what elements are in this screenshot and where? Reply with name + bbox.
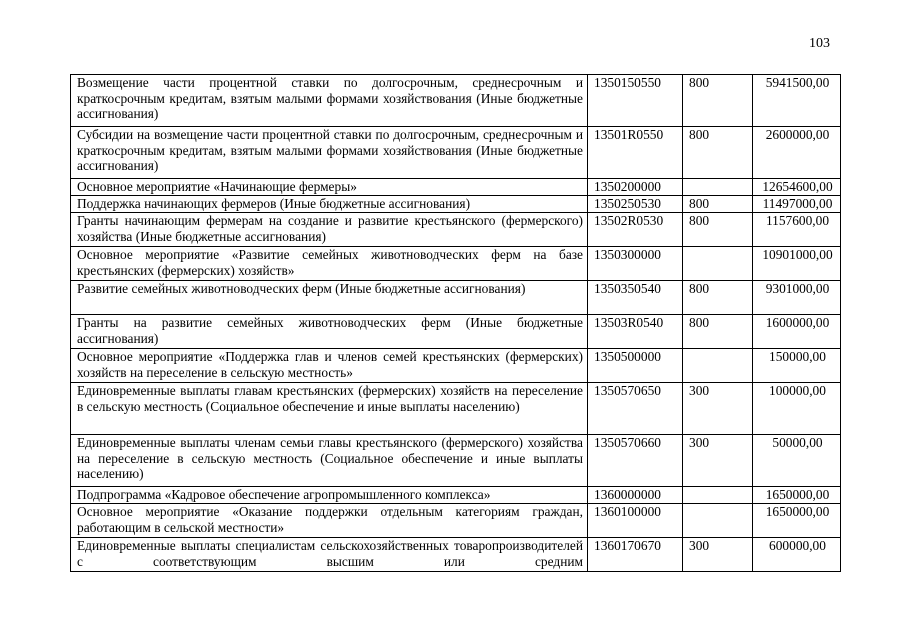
row-code: 1350350540 bbox=[588, 281, 683, 315]
row-amount: 50000,00 bbox=[753, 435, 841, 487]
row-amount: 11497000,00 bbox=[753, 196, 841, 213]
table-row bbox=[71, 349, 841, 383]
row-expense-type: 800 bbox=[683, 281, 753, 315]
row-amount: 1600000,00 bbox=[753, 315, 841, 349]
row-description: Поддержка начинающих фермеров (Иные бюджетные ассигнования) bbox=[71, 196, 588, 213]
row-expense-type: 800 bbox=[683, 196, 753, 213]
row-description: Подпрограмма «Кадровое обеспечение агропромышленного комплекса» bbox=[71, 487, 588, 504]
row-expense-type bbox=[683, 179, 753, 196]
row-code: 1350570660 bbox=[588, 435, 683, 487]
row-description: Единовременные выплаты главам крестьянских (фермерских) хозяйств на переселение в сельскую местность (Социальное обеспечение и иные выплаты населению) bbox=[71, 383, 588, 435]
table-row bbox=[71, 179, 841, 196]
row-expense-type: 800 bbox=[683, 75, 753, 127]
row-description: Основное мероприятие «Оказание поддержки отдельным категориям граждан, работающим в сельской местности» bbox=[71, 504, 588, 538]
row-description: Гранты на развитие семейных животноводческих ферм (Иные бюджетные ассигнования) bbox=[71, 315, 588, 349]
row-code: 13503R0540 bbox=[588, 315, 683, 349]
row-code: 1350500000 bbox=[588, 349, 683, 383]
row-code: 13501R0550 bbox=[588, 127, 683, 179]
row-code: 1360100000 bbox=[588, 504, 683, 538]
row-amount: 100000,00 bbox=[753, 383, 841, 435]
row-expense-type: 800 bbox=[683, 315, 753, 349]
row-amount: 2600000,00 bbox=[753, 127, 841, 179]
row-code: 1350150550 bbox=[588, 75, 683, 127]
table-row bbox=[71, 281, 841, 315]
table-row bbox=[71, 383, 841, 435]
row-amount: 150000,00 bbox=[753, 349, 841, 383]
row-description: Возмещение части процентной ставки по долгосрочным, среднесрочным и краткосрочным кредитам, взятым малыми формами хозяйствования (Иные бюджетные ассигнования) bbox=[71, 75, 588, 127]
row-code: 13502R0530 bbox=[588, 213, 683, 247]
row-amount: 9301000,00 bbox=[753, 281, 841, 315]
row-description: Основное мероприятие «Начинающие фермеры» bbox=[71, 179, 588, 196]
row-description: Развитие семейных животноводческих ферм (Иные бюджетные ассигнования) bbox=[71, 281, 588, 315]
row-code: 1350300000 bbox=[588, 247, 683, 281]
row-code: 1350570650 bbox=[588, 383, 683, 435]
row-expense-type: 800 bbox=[683, 213, 753, 247]
table-row bbox=[71, 435, 841, 487]
table-row bbox=[71, 247, 841, 281]
row-code: 1360000000 bbox=[588, 487, 683, 504]
row-expense-type bbox=[683, 504, 753, 538]
row-amount: 1650000,00 bbox=[753, 504, 841, 538]
table-row bbox=[71, 487, 841, 504]
row-description: Основное мероприятие «Поддержка глав и членов семей крестьянских (фермерских) хозяйств на переселение в сельскую местность» bbox=[71, 349, 588, 383]
row-description: Субсидии на возмещение части процентной ставки по долгосрочным, среднесрочным и краткосрочным кредитам, взятым малыми формами хозяйствования (Иные бюджетные ассигнования) bbox=[71, 127, 588, 179]
row-expense-type bbox=[683, 487, 753, 504]
table-row bbox=[71, 127, 841, 179]
table-row bbox=[71, 213, 841, 247]
table-row bbox=[71, 75, 841, 127]
table-row bbox=[71, 504, 841, 538]
row-amount: 1650000,00 bbox=[753, 487, 841, 504]
row-amount: 5941500,00 bbox=[753, 75, 841, 127]
row-amount: 600000,00 bbox=[753, 538, 841, 572]
row-description: Единовременные выплаты специалистам сельскохозяйственных товаропроизводителей с соответствующим высшим или средним bbox=[71, 538, 588, 572]
row-amount: 12654600,00 bbox=[753, 179, 841, 196]
row-code: 1350200000 bbox=[588, 179, 683, 196]
row-description: Основное мероприятие «Развитие семейных животноводческих ферм на базе крестьянских (фермерских) хозяйств» bbox=[71, 247, 588, 281]
row-expense-type: 300 bbox=[683, 383, 753, 435]
budget-table bbox=[70, 74, 841, 572]
row-expense-type bbox=[683, 247, 753, 281]
row-description: Гранты начинающим фермерам на создание и развитие крестьянского (фермерского) хозяйства (Иные бюджетные ассигнования) bbox=[71, 213, 588, 247]
row-amount: 1157600,00 bbox=[753, 213, 841, 247]
table-row bbox=[71, 196, 841, 213]
table-row bbox=[71, 538, 841, 572]
row-expense-type: 300 bbox=[683, 435, 753, 487]
row-expense-type bbox=[683, 349, 753, 383]
row-expense-type: 800 bbox=[683, 127, 753, 179]
row-description: Единовременные выплаты членам семьи главы крестьянского (фермерского) хозяйства на переселение в сельскую местность (Социальное обеспечение и иные выплаты населению) bbox=[71, 435, 588, 487]
table-row bbox=[71, 315, 841, 349]
row-code: 1350250530 bbox=[588, 196, 683, 213]
page-number: 103 bbox=[809, 36, 830, 51]
row-amount: 10901000,00 bbox=[753, 247, 841, 281]
row-expense-type: 300 bbox=[683, 538, 753, 572]
row-code: 1360170670 bbox=[588, 538, 683, 572]
